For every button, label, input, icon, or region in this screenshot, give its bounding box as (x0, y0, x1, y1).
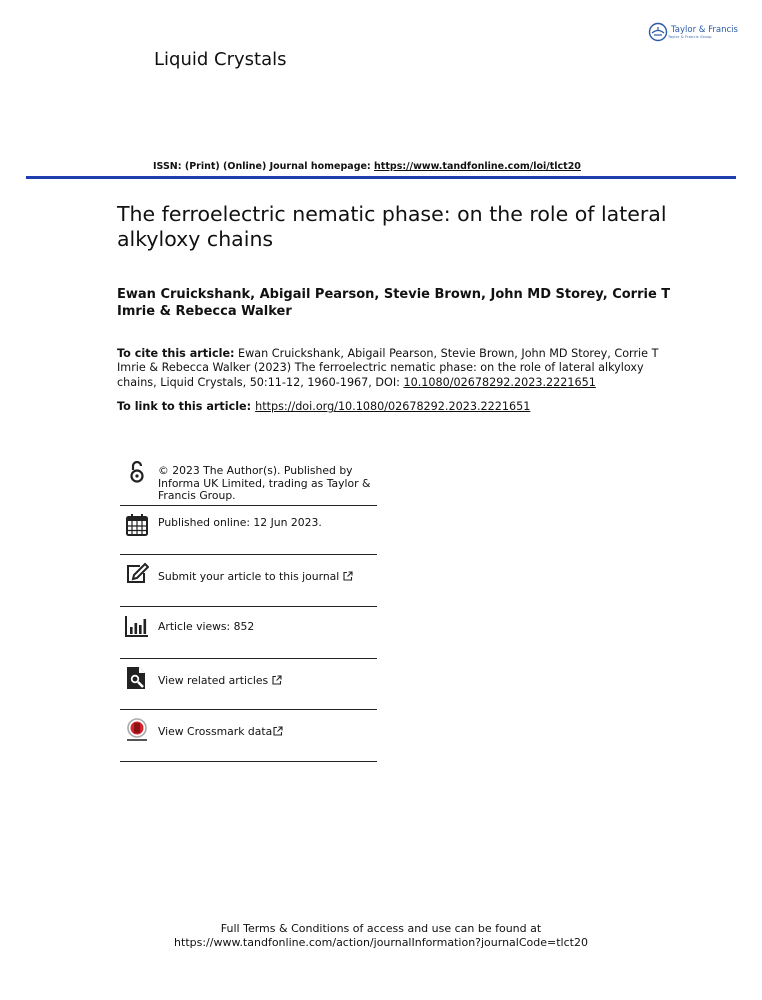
taylor-francis-logo-icon (648, 22, 668, 42)
external-link-icon (272, 675, 282, 685)
citation-label: To cite this article: (117, 347, 235, 360)
footer (0, 922, 762, 950)
publisher-name: Taylor & Francis (671, 24, 738, 35)
edit-icon (125, 562, 149, 586)
citation-text: Ewan Cruickshank, Abigail Pearson, Stevie Brown, John MD Storey, Corrie T Imrie & Rebecca Walker (2023) The ferroelectric nematic phase: on the role of lateral alkyloxy chains, Liquid Crystals, 50:11-12, 1960-1967, DOI: (117, 347, 659, 389)
submit-row[interactable] (120, 554, 377, 607)
external-link-icon (273, 726, 283, 736)
link-label: To link to this article: (117, 400, 252, 413)
license-text: © 2023 The Author(s). Published by Informa UK Limited, trading as Taylor & Francis Group. (158, 464, 371, 502)
publisher-logo[interactable] (648, 20, 740, 44)
article-views: Article views: 852 (158, 620, 255, 633)
article-link-line (117, 400, 677, 414)
header-divider (26, 176, 736, 179)
crossmark-label: View Crossmark data (158, 725, 273, 738)
article-title: The ferroelectric nematic phase: on the role of lateral alkyloxy chains (117, 202, 667, 251)
journal-title: Liquid Crystals (154, 49, 287, 70)
journal-homepage-link[interactable]: https://www.tandfonline.com/loi/tlct20 (374, 161, 581, 172)
crossmark-link[interactable] (158, 726, 378, 739)
citation-block (117, 347, 677, 390)
article-authors: Ewan Cruickshank, Abigail Pearson, Stevie Brown, John MD Storey, Corrie T Imrie & Rebecca Walker (117, 287, 671, 319)
citation-doi-link[interactable]: 10.1080/02678292.2023.2221651 (403, 375, 596, 389)
submit-article-link[interactable] (158, 571, 378, 584)
published-row (120, 505, 377, 555)
bar-chart-icon (125, 614, 149, 638)
issn-label: ISSN: (Print) (Online) Journal homepage: (153, 161, 375, 172)
published-date: Published online: 12 Jun 2023. (158, 516, 322, 529)
crossmark-icon (125, 718, 149, 742)
article-doi-link[interactable]: https://doi.org/10.1080/02678292.2023.2221651 (255, 400, 531, 413)
open-access-row (120, 456, 377, 506)
footer-terms-text: Full Terms & Conditions of access and use can be found at (220, 922, 542, 935)
footer-terms-link[interactable]: https://www.tandfonline.com/action/journalInformation?journalCode=tlct20 (174, 936, 588, 949)
publisher-tagline: Taylor & Francis Group (668, 34, 712, 39)
related-articles-label: View related articles (158, 674, 269, 687)
external-link-icon (343, 571, 353, 581)
related-articles-link[interactable] (158, 675, 378, 688)
crossmark-row[interactable] (120, 709, 377, 762)
issn-line (153, 161, 581, 172)
related-row[interactable] (120, 658, 377, 710)
search-document-icon (125, 666, 149, 690)
submit-article-label: Submit your article to this journal (158, 570, 340, 583)
calendar-icon (125, 513, 149, 537)
open-access-icon (125, 460, 149, 484)
views-row (120, 606, 377, 659)
